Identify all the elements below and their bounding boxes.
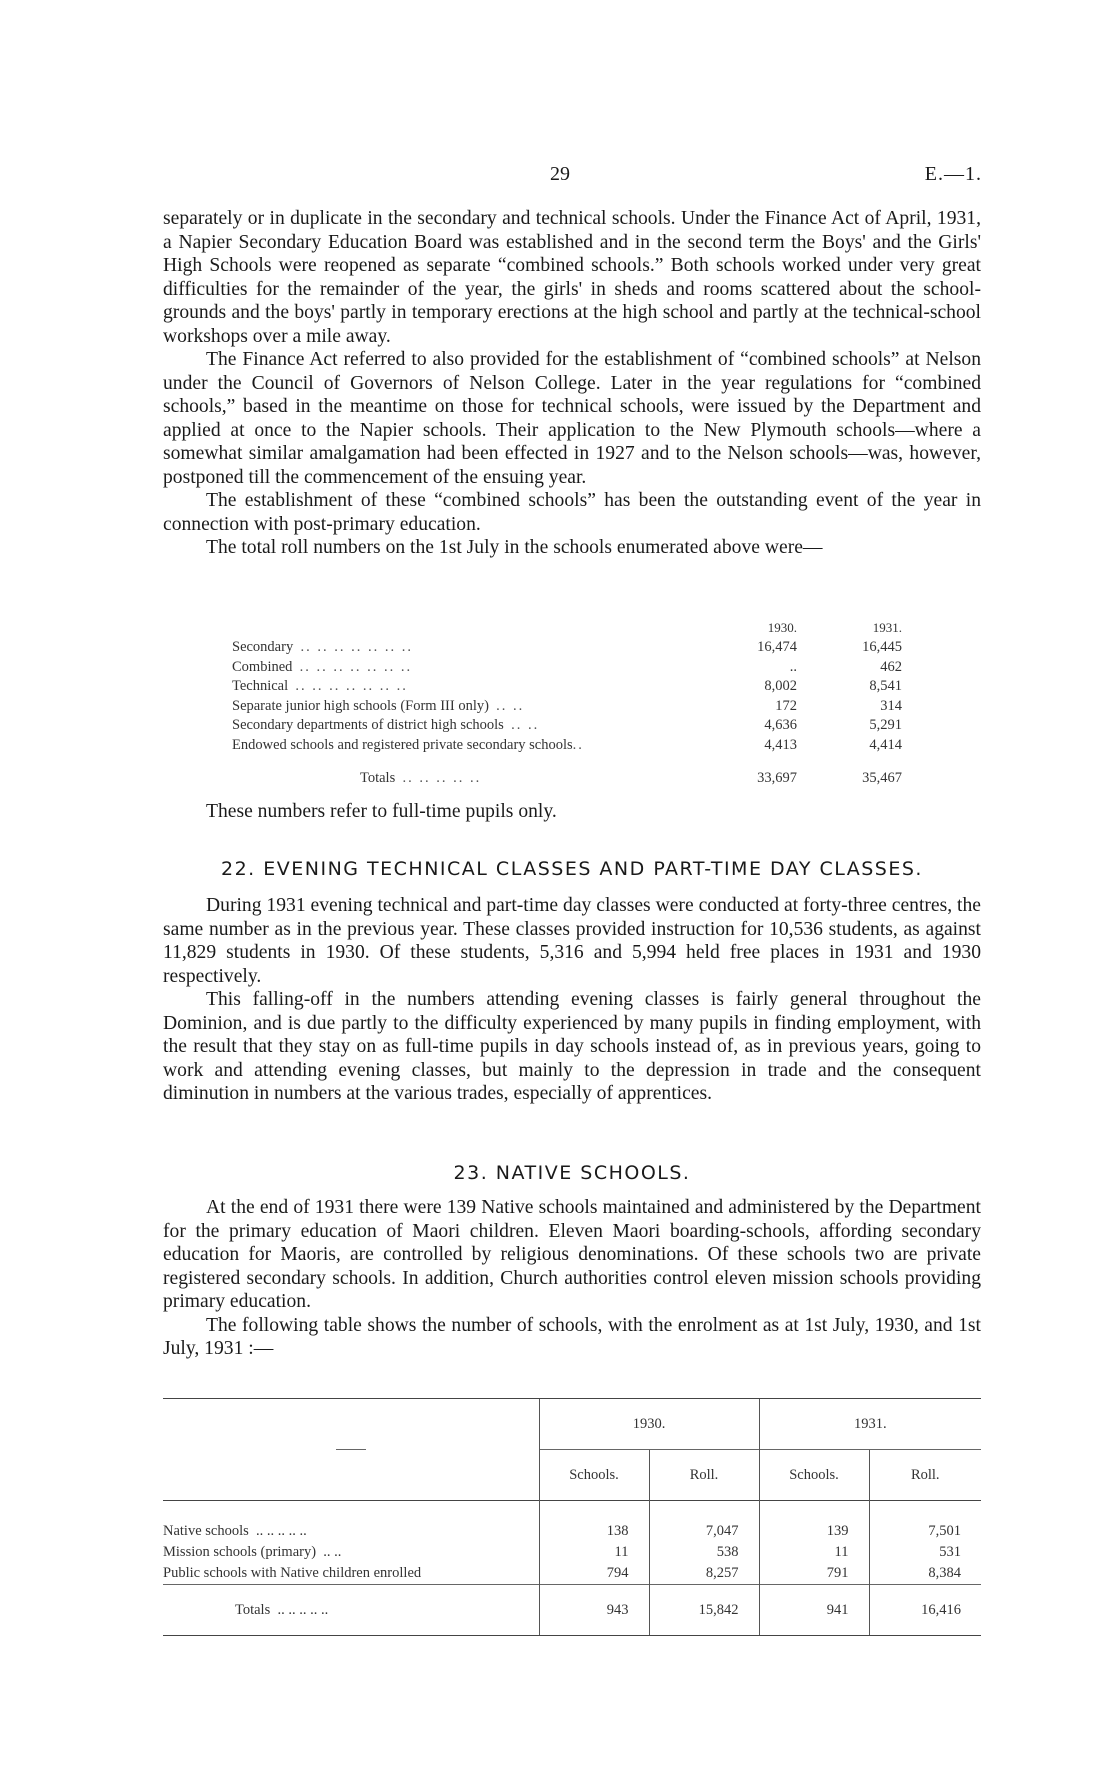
value-1931: 5,291 [869, 717, 902, 733]
subheader-roll-1931: Roll. [869, 1450, 981, 1501]
table-row [232, 697, 912, 717]
roll-1930: 7,047 [649, 1501, 759, 1543]
paragraph: This falling-off in the numbers attending evening classes is fairly general throughout the Dominion, and is due partly to the difficulty experienced by many pupils in finding employment, with the result that they stay on as full-time pupils in day schools instead of, as in previous years, going to work and attending evening classes, but mainly to the depression in trade and the consequent diminution in numbers at the various trades, especially of apprentices. [163, 989, 981, 1104]
row-label: Separate junior high schools (Form III only) [232, 697, 489, 714]
paragraph: During 1931 evening technical and part-time day classes were conducted at forty-three centres, the same number as in the previous year. These classes provided instruction for 10,536 students, as against 11,829 students in 1930. Of these students, 5,316 and 5,994 held free places in 1931 and 1930 respectively. [163, 895, 981, 987]
subheader-schools-1931: Schools. [759, 1450, 869, 1501]
paragraph: At the end of 1931 there were 139 Native schools maintained and administered by the Department for the primary education of Maori children. Eleven Maori boarding-schools, affording secondary education for Maoris, are controlled by religious denominations. Of these schools two are private registered secondary schools. In addition, Church authorities control eleven mission schools providing primary education. [163, 1197, 981, 1312]
leader-dots: .. .. [323, 1544, 342, 1560]
intro-text [163, 207, 981, 560]
year-header-row [163, 1399, 981, 1450]
paragraph: The following table shows the number of schools, with the enrolment as at 1st July, 1930, and 1st July, 1931 :— [163, 1314, 981, 1359]
value-1931: 462 [880, 658, 902, 675]
value-1930: 4,413 [764, 736, 797, 753]
column-header-1930: 1930. [767, 620, 797, 635]
value-1930: 16,474 [757, 639, 797, 655]
leader-dots: .. .. [496, 697, 525, 714]
leader-dots: .. .. .. .. .. [402, 770, 482, 786]
total-schools-1930: 943 [539, 1585, 649, 1636]
section-23-text [163, 1196, 981, 1361]
schools-1931: 11 [759, 1542, 869, 1563]
schools-1930: 138 [539, 1501, 649, 1543]
page-header [0, 163, 1114, 191]
row-label: Technical [232, 678, 289, 694]
section-23-heading: 23. NATIVE SCHOOLS. [453, 1162, 691, 1184]
paragraph: The Finance Act referred to also provided for the establishment of “combined schools” at Nelson under the Council of Governors of Nelson College. Later in the year regulations for “combined schools,” based in the meantime on those for technical schools, were issued by the Department and applied at once to the Napier schools. Their application to the New Plymouth schools—where a somewhat similar amalgamation had been effected in 1927 and to the Nelson schools—was, however, postponed till the commencement of the ensuing year. [163, 349, 981, 488]
schools-1931: 139 [759, 1501, 869, 1543]
leader-dots: .. .. .. .. .. .. .. [299, 658, 413, 675]
section-22-heading: 22. EVENING TECHNICAL CLASSES AND PART-TIME DAY CLASSES. [221, 858, 923, 880]
total-1931: 35,467 [862, 770, 902, 786]
table-row [232, 638, 912, 658]
roll-1931: 7,501 [869, 1501, 981, 1543]
table-row [163, 1542, 981, 1563]
table-row [232, 736, 912, 756]
leader-dots: .. [572, 736, 584, 753]
value-1931: 8,541 [869, 678, 902, 694]
value-1930: 4,636 [764, 717, 797, 733]
value-1931: 16,445 [862, 639, 902, 655]
paragraph: separately or in duplicate in the secondary and technical schools. Under the Finance Act of April, 1931, a Napier Secondary Education Board was established and in the second term the Boys' and the Girls' High Schools were reopened as separate “combined schools.” Both schools worked under very great difficulties for the remainder of the year, the girls' in sheds and rooms scattered about the school-grounds and the boys' partly in temporary erections at the high school and partly at the technical-school workshops over a mile away. [163, 208, 981, 347]
roll-note [163, 800, 981, 824]
section-22-text [163, 894, 981, 1106]
page-number: 29 [550, 163, 570, 185]
leader-dots: .. .. .. .. .. .. .. [295, 678, 408, 694]
native-schools-table [163, 1398, 981, 1636]
year-header-1930: 1930. [539, 1399, 759, 1450]
year-header-1931: 1931. [759, 1399, 981, 1450]
schools-1931: 791 [759, 1563, 869, 1585]
table-row [163, 1501, 981, 1543]
table-header [232, 618, 912, 638]
totals-label: Totals [360, 770, 396, 786]
total-roll-1930: 15,842 [649, 1585, 759, 1636]
row-label: Public schools with Native children enrolled [163, 1565, 422, 1581]
paragraph: The establishment of these “combined schools” has been the outstanding event of the year in connection with post-primary education. [163, 490, 981, 535]
table-row [232, 658, 912, 678]
paragraph: The total roll numbers on the 1st July in the schools enumerated above were— [206, 537, 823, 558]
leader-dots: .. .. .. .. .. [277, 1601, 329, 1618]
roll-1931: 531 [869, 1542, 981, 1563]
row-label: Secondary departments of district high schools [232, 717, 504, 733]
table-row [232, 716, 912, 736]
roll-1930: 8,257 [649, 1563, 759, 1585]
table-row [163, 1563, 981, 1585]
column-header-1931: 1931. [872, 620, 902, 635]
subheader-roll-1930: Roll. [649, 1450, 759, 1501]
leader-dots: .. .. [511, 717, 540, 733]
totals-row [163, 1585, 981, 1636]
leader-dots: .. .. .. .. .. [256, 1523, 307, 1539]
totals-row [232, 769, 912, 789]
value-1931: 314 [880, 697, 902, 714]
value-1930: 8,002 [764, 678, 797, 694]
document-reference: E.—1. [924, 163, 982, 185]
row-label: Mission schools (primary) [163, 1544, 317, 1560]
schools-1930: 794 [539, 1563, 649, 1585]
row-label: Native schools [163, 1523, 249, 1539]
row-label: Combined [232, 658, 293, 675]
leader-dots: .. .. .. .. .. .. .. [300, 639, 413, 655]
schools-1930: 11 [539, 1542, 649, 1563]
row-label: Endowed schools and registered private secondary schools [232, 736, 573, 753]
totals-label: Totals [235, 1601, 271, 1618]
value-1930: .. [789, 658, 797, 675]
total-1930: 33,697 [757, 770, 797, 786]
subheader-schools-1930: Schools. [539, 1450, 649, 1501]
paragraph: These numbers refer to full-time pupils only. [206, 801, 557, 822]
stub-header [163, 1399, 539, 1501]
value-1930: 172 [775, 697, 797, 714]
roll-numbers-table [232, 618, 912, 789]
total-schools-1931: 941 [759, 1585, 869, 1636]
roll-1930: 538 [649, 1542, 759, 1563]
row-label: Secondary [232, 639, 294, 655]
table-row [232, 677, 912, 697]
dash-rule [336, 1449, 366, 1450]
roll-1931: 8,384 [869, 1563, 981, 1585]
total-roll-1931: 16,416 [869, 1585, 981, 1636]
value-1931: 4,414 [869, 736, 902, 753]
